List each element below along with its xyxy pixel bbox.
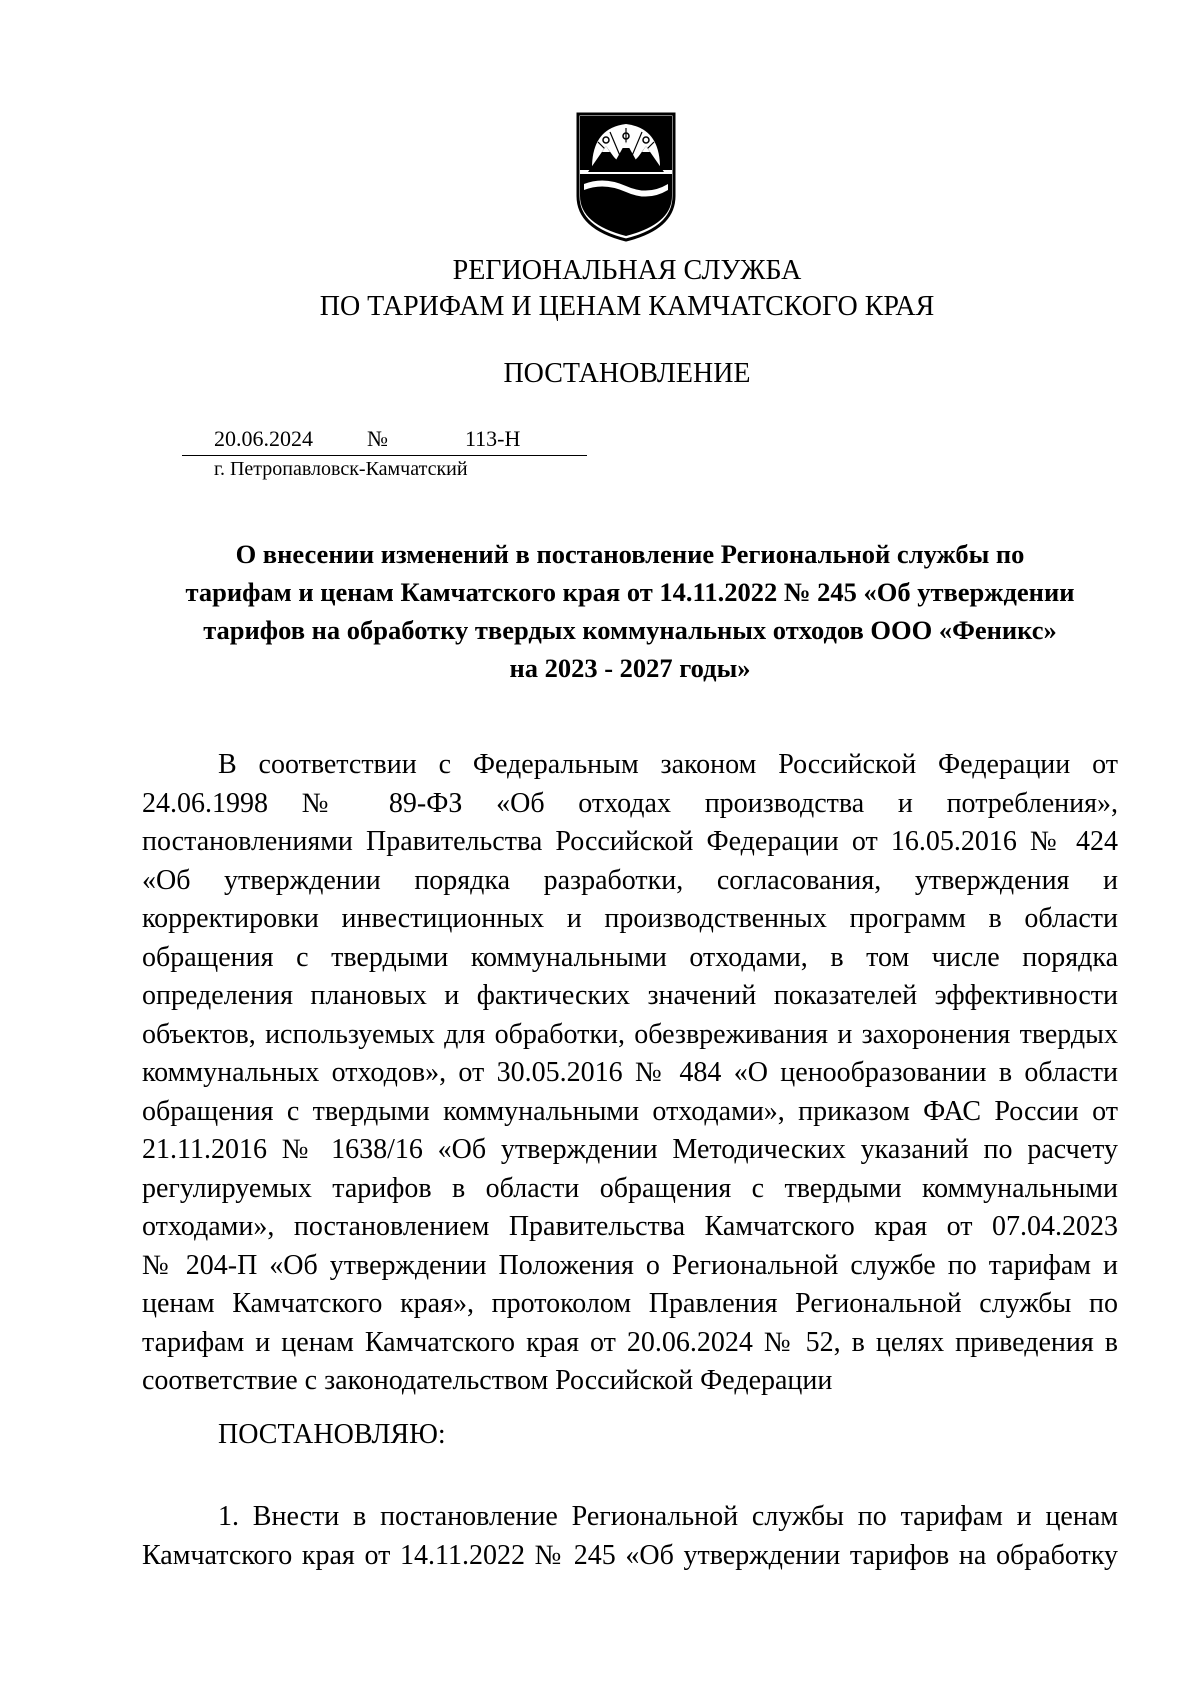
item-1-paragraph [142, 1498, 1118, 1575]
preamble-line: 21.11.2016 № 1638/16 «Об утверждении Методических указаний по расчету [142, 1134, 1118, 1165]
preamble-line: коммунальных отходов», от 30.05.2016 № 484 «О ценообразовании в области [142, 1057, 1118, 1088]
document-date: 20.06.2024 [214, 426, 313, 451]
decree-word: ПОСТАНОВЛЯЮ: [218, 1419, 446, 1450]
preamble-line: отходами», постановлением Правительства Камчатского края от 07.04.2023 [142, 1211, 1118, 1242]
document-type: ПОСТАНОВЛЕНИЕ [503, 358, 751, 389]
preamble-line: объектов, используемых для обработки, обезвреживания и захоронения твердых [142, 1018, 1118, 1050]
document-place: г. Петропавловск-Камчатский [214, 458, 468, 480]
preamble-line: обращения с твердыми коммунальными отходами», приказом ФАС России от [142, 1095, 1118, 1127]
item-1-line: Камчатского края от 14.11.2022 № 245 «Об утверждении тарифов на обработку [142, 1539, 1118, 1571]
preamble-line: № 204-П «Об утверждении Положения о Региональной службе по тарифам и [142, 1249, 1118, 1281]
preamble-line: регулируемых тарифов в области обращения с твердыми коммунальными [142, 1172, 1118, 1204]
preamble-line: соответствие с законодательством Российской Федерации [142, 1365, 833, 1396]
preamble-line [142, 746, 1118, 785]
preamble-line: ценам Камчатского края», протоколом Правления Региональной службы по [142, 1288, 1118, 1319]
preamble-line: корректировки инвестиционных и производственных программ в области [142, 903, 1118, 934]
coat-of-arms-emblem [574, 110, 678, 242]
document-title [140, 535, 1120, 687]
preamble-line: «Об утверждении порядка разработки, согласования, утверждения и [142, 864, 1118, 896]
item-1-line [142, 1498, 1118, 1537]
preamble-line: 24.06.1998 № 89-ФЗ «Об отходах производства и потребления», [142, 787, 1118, 819]
preamble-paragraph [142, 746, 1118, 1401]
document-number: 113-Н [465, 426, 521, 451]
item-1-line-text: 1. Внести в постановление Региональной службы по тарифам и ценам [218, 1501, 1118, 1532]
document-date-number-row [182, 425, 587, 456]
title-line: на 2023 - 2027 годы» [509, 653, 751, 683]
preamble-line: тарифам и ценам Камчатского края от 20.06.2024 № 52, в целях приведения в [142, 1326, 1118, 1358]
organization-name-line-2: ПО ТАРИФАМ И ЦЕНАМ КАМЧАТСКОГО КРАЯ [319, 291, 935, 322]
title-line: тарифов на обработку твердых коммунальных отходов ООО «Феникс» [203, 615, 1057, 645]
organization-name-line-1: РЕГИОНАЛЬНАЯ СЛУЖБА [452, 255, 802, 286]
title-line: тарифам и ценам Камчатского края от 14.11.2022 № 245 «Об утверждении [185, 577, 1075, 607]
preamble-line: определения плановых и фактических значений показателей эффективности [142, 980, 1118, 1011]
preamble-line: постановлениями Правительства Российской Федерации от 16.05.2016 № 424 [142, 826, 1118, 857]
preamble-line-text: В соответствии с Федеральным законом Российской Федерации от [218, 749, 1118, 780]
title-line: О внесении изменений в постановление Региональной службы по [235, 539, 1025, 569]
number-sign: № [367, 426, 388, 451]
preamble-line: обращения с твердыми коммунальными отходами, в том числе порядка [142, 941, 1118, 973]
